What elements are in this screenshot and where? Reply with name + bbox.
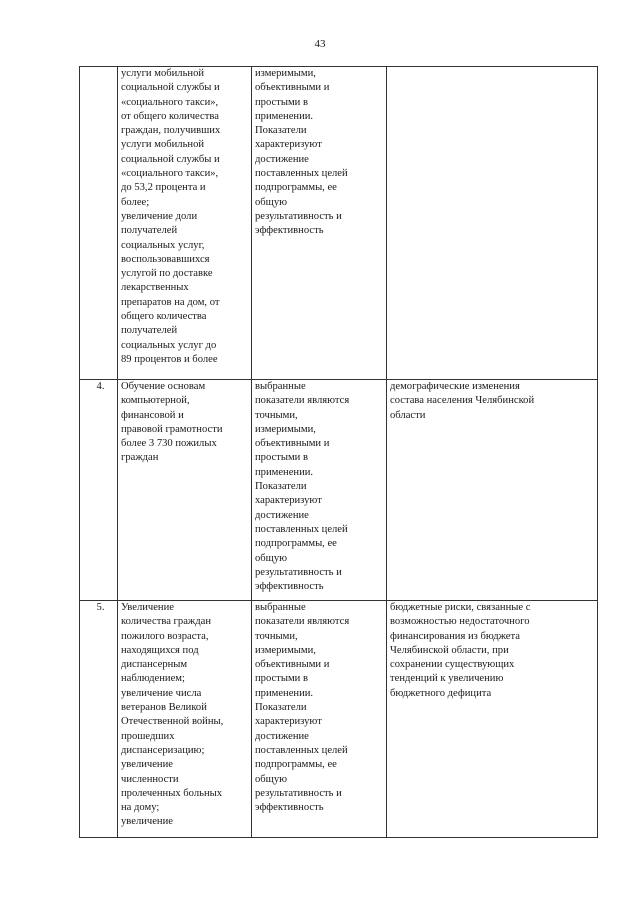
- row-number-cell: [80, 601, 118, 838]
- evaluation-cell: [252, 67, 387, 380]
- risks-text: бюджетные риски, связанные с возможностью недостаточного финансирования из бюджета Челябинской области, при сохранении существующих тенденций к увеличению бюджетного дефицита: [390, 602, 531, 699]
- indicators-cell: [118, 601, 252, 838]
- evaluation-cell: [252, 601, 387, 838]
- evaluation-cell: [252, 380, 387, 601]
- risks-cell: [387, 601, 598, 838]
- page-number: 43: [314, 38, 326, 50]
- risks-text: демографические изменения состава населения Челябинской области: [390, 381, 535, 421]
- risks-cell: [387, 380, 598, 601]
- program-table: [79, 66, 598, 838]
- risks-cell: [387, 67, 598, 380]
- indicators-text: Обучение основам компьютерной, финансовой и правовой грамотности более 3 730 пожилых граждан: [121, 381, 223, 464]
- row-number-cell: [80, 380, 118, 601]
- evaluation-text: измеримыми, объективными и простыми в применении. Показатели характеризуют достижение поставленных целей подпрограммы, ее общую результативность и эффективность: [255, 68, 348, 237]
- indicators-cell: [118, 380, 252, 601]
- table-row: [80, 380, 598, 601]
- row-number-cell: [80, 67, 118, 380]
- indicators-text: услуги мобильной социальной службы и «социального такси», от общего количества граждан, получивших услуги мобильной социальной службы и «социального такси», до 53,2 процента и более; увеличение доли получателей социальных услуг, воспользовавшихся услугой по доставке лекарственных препаратов на дом, от общего количества получателей социальных услуг до 89 процентов и более: [121, 68, 221, 365]
- table-row: [80, 601, 598, 838]
- evaluation-text: выбранные показатели являются точными, измеримыми, объективными и простыми в применении. Показатели характеризуют достижение поставленных целей подпрограммы, ее общую результативность и эффективность: [255, 602, 350, 814]
- row-number: 5.: [96, 602, 105, 613]
- indicators-text: Увеличение количества граждан пожилого возраста, находящихся под диспансерным наблюдением; увеличение числа ветеранов Великой Отечественной войны, прошедших диспансеризацию; увеличение численности пролеченных больных на дому; увеличение: [121, 602, 224, 828]
- evaluation-text: выбранные показатели являются точными, измеримыми, объективными и простыми в применении. Показатели характеризуют достижение поставленных целей подпрограммы, ее общую результативность и эффективность: [255, 381, 350, 593]
- row-number: 4.: [96, 381, 105, 392]
- indicators-cell: [118, 67, 252, 380]
- table-row: [80, 67, 598, 380]
